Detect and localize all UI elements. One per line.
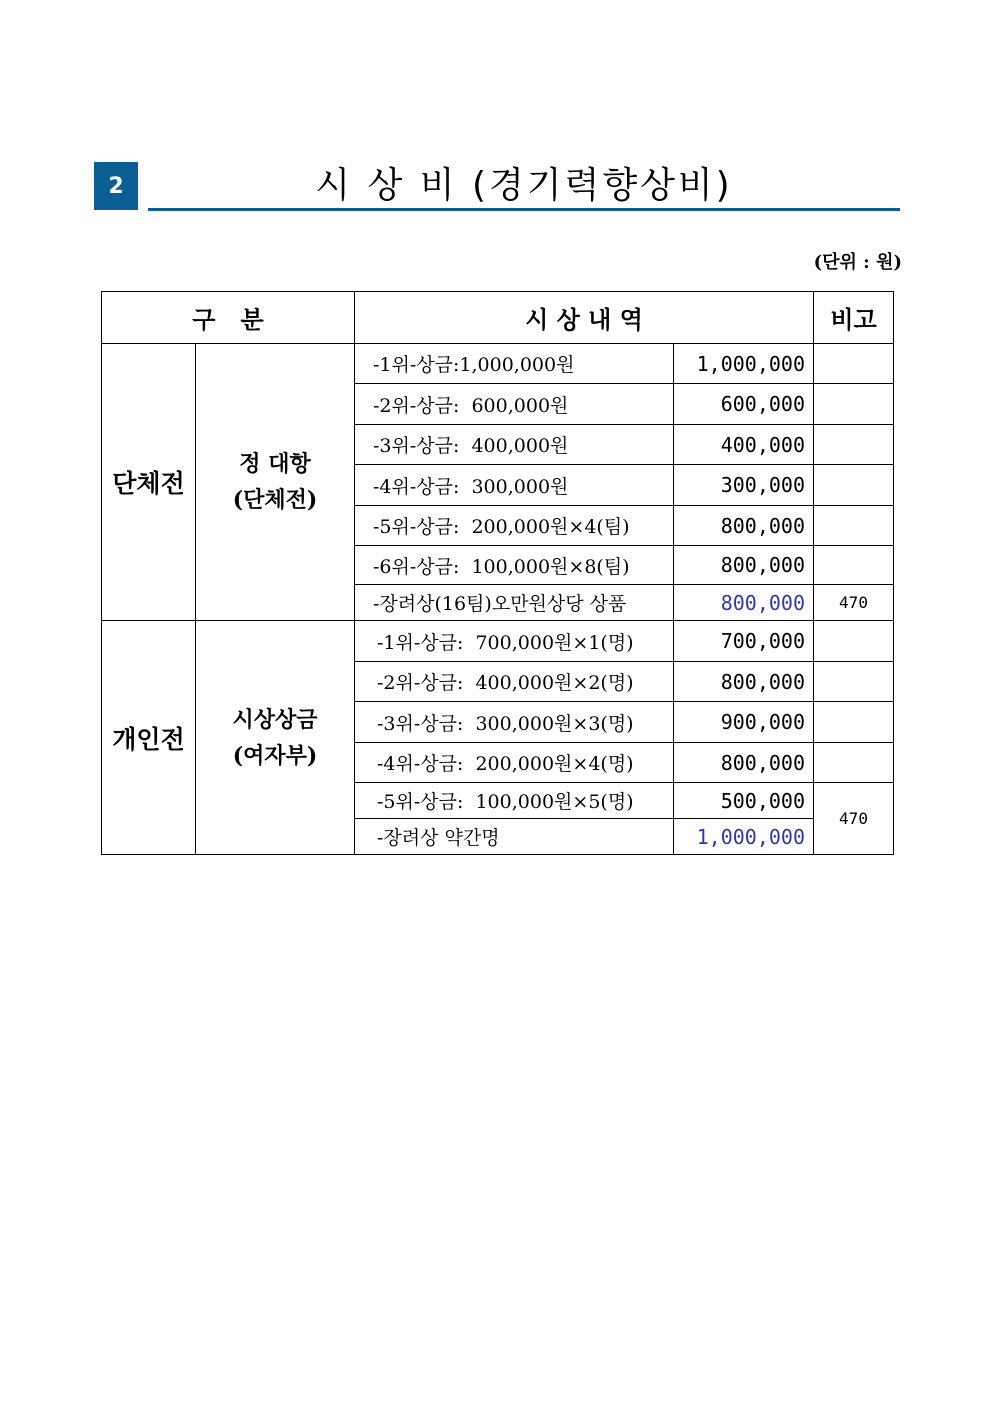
award-item: -4위-상금: 200,000원×4(명)	[355, 743, 674, 783]
category-team: 단체전	[102, 344, 196, 621]
title-underline	[148, 208, 900, 211]
award-amount: 300,000	[674, 465, 814, 506]
table-header-row	[102, 292, 894, 344]
award-note	[814, 662, 894, 702]
subcategory-line: 시상상금	[232, 706, 318, 733]
header-details: 시 상 내 역	[355, 292, 814, 344]
award-item: -5위-상금: 100,000원×5(명)	[355, 783, 674, 819]
subcategory-team	[196, 344, 355, 621]
award-amount: 1,000,000	[674, 819, 814, 855]
award-amount: 800,000	[674, 662, 814, 702]
award-amount: 600,000	[674, 384, 814, 425]
award-amount: 700,000	[674, 621, 814, 662]
award-note	[814, 506, 894, 546]
award-item: -3위-상금: 400,000원	[355, 425, 674, 465]
award-amount: 800,000	[674, 506, 814, 546]
award-item: -2위-상금: 400,000원×2(명)	[355, 662, 674, 702]
page-title: 시 상 비 (경기력향상비)	[315, 164, 733, 206]
award-item: -3위-상금: 300,000원×3(명)	[355, 702, 674, 743]
award-note	[814, 546, 894, 585]
award-note	[814, 743, 894, 783]
section-number-badge: 2	[94, 162, 138, 210]
award-item: -장려상 약간명	[355, 819, 674, 855]
category-individual: 개인전	[102, 621, 196, 855]
award-item: -6위-상금: 100,000원×8(팀)	[355, 546, 674, 585]
award-item: -4위-상금: 300,000원	[355, 465, 674, 506]
award-note	[814, 384, 894, 425]
subcategory-line: (여자부)	[232, 742, 318, 769]
header-note: 비고	[814, 292, 894, 344]
award-amount: 800,000	[674, 743, 814, 783]
table-row	[102, 344, 894, 384]
subcategory-line: (단체전)	[232, 487, 318, 513]
award-note	[814, 425, 894, 465]
award-item: -장려상(16팀)오만원상당 상품	[355, 585, 674, 621]
award-note	[814, 621, 894, 662]
award-amount: 900,000	[674, 702, 814, 743]
award-note	[814, 344, 894, 384]
table-row	[102, 621, 894, 662]
award-item: -1위-상금: 700,000원×1(명)	[355, 621, 674, 662]
award-item: -5위-상금: 200,000원×4(팀)	[355, 506, 674, 546]
header-category: 구 분	[102, 292, 355, 344]
award-amount: 800,000	[674, 546, 814, 585]
award-amount: 500,000	[674, 783, 814, 819]
award-note: 470	[814, 783, 894, 855]
award-note	[814, 702, 894, 743]
unit-label: (단위 : 원)	[813, 252, 902, 273]
subcategory-individual	[196, 621, 355, 855]
award-table	[101, 291, 894, 855]
award-item: -2위-상금: 600,000원	[355, 384, 674, 425]
award-note: 470	[814, 585, 894, 621]
award-amount: 1,000,000	[674, 344, 814, 384]
subcategory-line: 정 대항	[239, 451, 311, 477]
award-note	[814, 465, 894, 506]
award-amount: 800,000	[674, 585, 814, 621]
award-item: -1위-상금:1,000,000원	[355, 344, 674, 384]
award-amount: 400,000	[674, 425, 814, 465]
